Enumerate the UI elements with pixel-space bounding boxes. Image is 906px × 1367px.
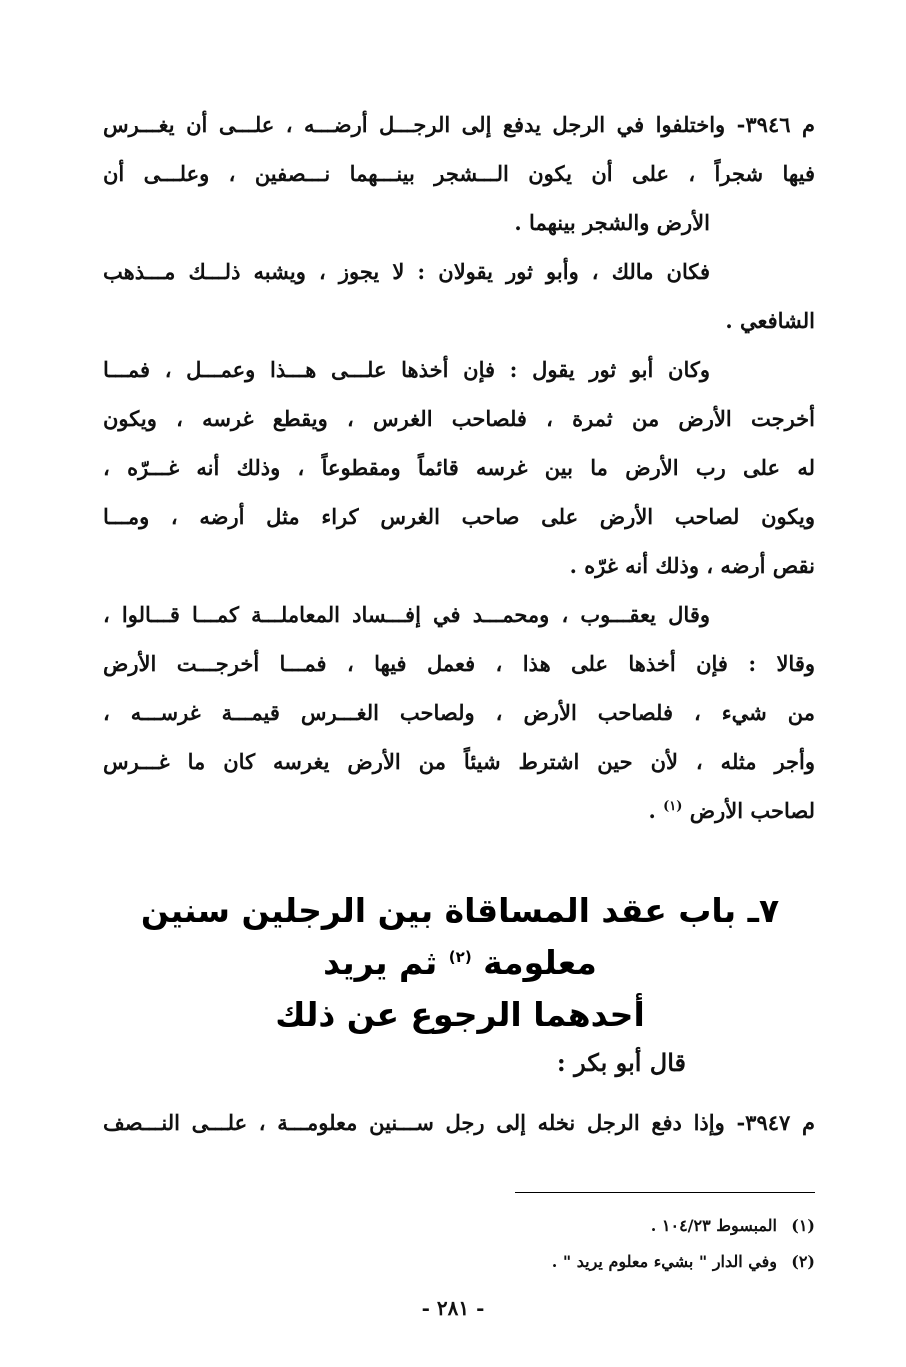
text-line: م ٣٩٤٧- وإذا دفع الرجل نخله إلى رجل ســـنين معلومـــة ، علـــى النـــصف bbox=[103, 1110, 815, 1135]
footnote-number: (١) bbox=[791, 1216, 815, 1235]
paragraph-abu-thawr bbox=[103, 345, 815, 590]
footnote-ref: (٢) bbox=[448, 948, 472, 966]
text-line: م ٣٩٤٦- واختلفوا في الرجل يدفع إلى الرجـــل أرضـــه ، علـــى أن يغـــرس bbox=[103, 112, 815, 137]
text-fragment: لصاحب الأرض bbox=[689, 798, 815, 823]
text-line: نقص أرضه ، وذلك أنه غرّه . bbox=[569, 553, 815, 578]
text-line: الشافعي . bbox=[725, 308, 815, 333]
text-line: له على رب الأرض ما بين غرسه قائماً ومقطوعاً ، وذلك أنه غـــرّه ، bbox=[103, 455, 815, 480]
paragraph-malik bbox=[103, 247, 815, 345]
page-number: - ٢٨١ - bbox=[421, 1296, 485, 1320]
text-line: وقالا : فإن أخذها على هذا ، فعمل فيها ، فمـــا أخرجـــت الأرض bbox=[103, 651, 815, 676]
speaker-label: قال أبو بكر : bbox=[556, 1048, 686, 1077]
footnote-item bbox=[95, 1208, 815, 1244]
footnote-item bbox=[95, 1244, 815, 1280]
footnote-text: وفي الدار " بشيء معلوم يريد " . bbox=[551, 1252, 777, 1271]
text-line: فكان مالك ، وأبو ثور يقولان : لا يجوز ، ويشبه ذلـــك مـــذهب bbox=[103, 259, 710, 284]
heading-line-2: أحدهما الرجوع عن ذلك bbox=[275, 995, 645, 1034]
footnote-ref: (١) bbox=[663, 799, 683, 814]
paragraph-3946 bbox=[103, 100, 815, 247]
text-line: أخرجت الأرض من ثمرة ، فلصاحب الغرس ، ويقطع غرسه ، ويكون bbox=[103, 406, 815, 431]
footnotes bbox=[95, 1208, 815, 1280]
chapter-heading bbox=[100, 885, 820, 1041]
heading-line-1 bbox=[100, 885, 820, 989]
footnote-number: (٢) bbox=[791, 1252, 815, 1271]
text-line: الأرض والشجر بينهما . bbox=[514, 210, 710, 235]
text-line: وأجر مثله ، لأن حين اشترط شيئاً من الأرض يغرسه كان ما غـــرس bbox=[103, 749, 815, 774]
text-line: ويكون لصاحب الأرض على صاحب الغرس كراء مثل أرضه ، ومـــا bbox=[103, 504, 815, 529]
footnote-text: المبسوط ١٠٤/٢٣ . bbox=[650, 1216, 777, 1235]
text-line: وكان أبو ثور يقول : فإن أخذها علـــى هـــذا وعمـــل ، فمـــا bbox=[103, 357, 710, 382]
paragraph-yaqub bbox=[103, 590, 815, 835]
text-fragment: . bbox=[648, 798, 664, 823]
text-line: وقال يعقـــوب ، ومحمـــد في إفـــساد المعاملـــة كمـــا قـــالوا ، bbox=[103, 602, 710, 627]
footnote-divider bbox=[515, 1192, 815, 1193]
text-line bbox=[103, 786, 815, 835]
heading-text: ٧ـ باب عقد المساقاة بين الرجلين سنين معلومة bbox=[140, 891, 780, 982]
heading-text: ثم يريد bbox=[323, 943, 438, 982]
main-text-bottom bbox=[103, 1098, 815, 1147]
text-line: فيها شجراً ، على أن يكون الـــشجر بينـــهما نـــصفين ، وعلـــى أن bbox=[103, 161, 815, 186]
text-line: من شيء ، فلصاحب الأرض ، ولصاحب الغـــرس قيمـــة غرســـه ، bbox=[103, 700, 815, 725]
main-text-top bbox=[103, 100, 815, 835]
